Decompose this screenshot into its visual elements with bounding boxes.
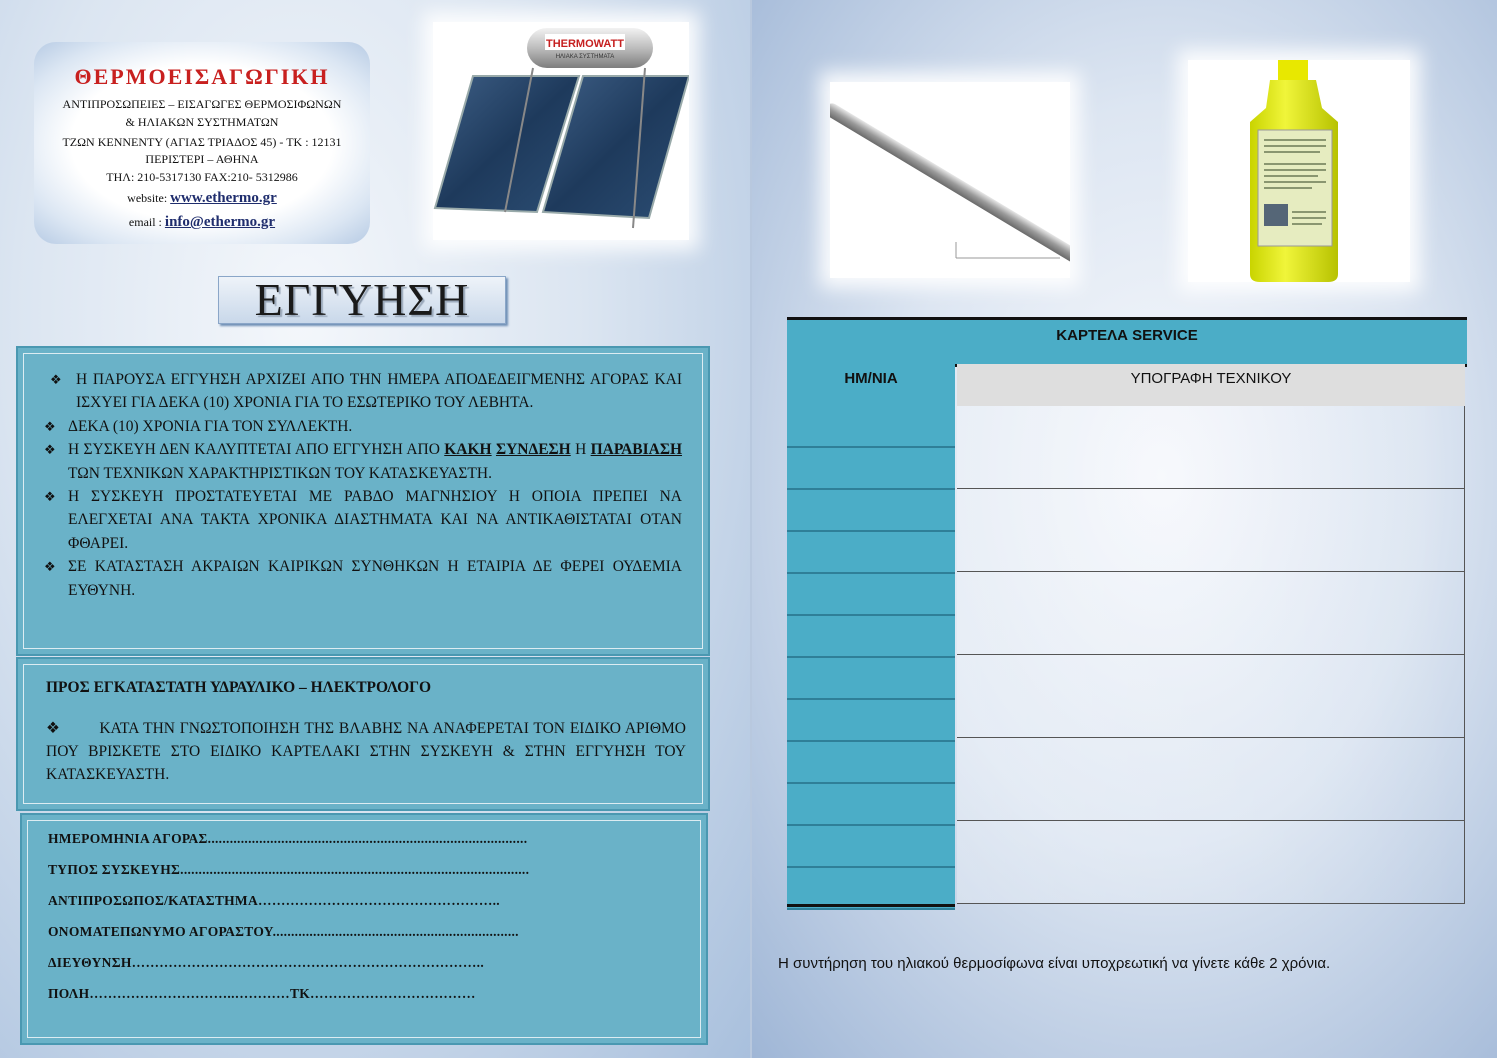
technician-signature-cell[interactable] [957,489,1465,572]
service-date-cell[interactable] [787,406,955,448]
diamond-bullet-icon: ❖ [44,489,56,505]
company-line1: ΑΝΤΙΠΡΟΣΩΠΕΙΕΣ – ΕΙΣΑΓΩΓΕΣ ΘΕΡΜΟΣΙΦΩΝΩΝ [62,97,342,111]
purchase-date-field[interactable]: ΗΜΕΡΟΜΗΝΙΑ ΑΓΟΡΑΣ....................................................................................... [48,831,528,846]
service-date-cell[interactable] [787,574,955,616]
diamond-bullet-icon: ❖ [46,720,100,737]
service-date-cell[interactable] [787,616,955,658]
purchase-details-box [20,813,708,1045]
company-address: ΤΖΩΝ ΚΕΝΝΕΝΤΥ (ΑΓΙΑΣ ΤΡΙΑΔΟΣ 45) - ΤΚ : 12131 [62,135,342,149]
technician-signature-cell[interactable] [957,655,1465,738]
installer-title: ΠΡΟΣ ΕΓΚΑΤΑΣΤΑΤΗ ΥΔΡΑΥΛΙΚΟ – ΗΛΕΚΤΡΟΛΟΓΟ [46,679,432,696]
service-date-cell[interactable] [787,826,955,868]
term-item: ❖ Η ΣΥΣΚΕΥΗ ΔΕΝ ΚΑΛΥΠΤΕΤΑΙ ΑΠΟ ΕΓΓΥΗΣΗ ΑΠΟ ΚΑΚΗ ΣΥΝΔΕΣΗ Η ΠΑΡΑΒΙΑΣΗ ΤΩΝ ΤΕΧΝΙΚΩΝ ΧΑΡΑΚΤΗΡΙΣΤΙΚΩΝ ΤΟΥ ΚΑΤΑΣΚΕΥΑΣΤΗ. [42,438,682,485]
service-date-cell[interactable] [787,490,955,532]
heater-brand-text: THERMOWATT [545,38,625,50]
term-item: ❖ ΣΕ ΚΑΤΑΣΤΑΣΗ ΑΚΡΑΙΩΝ ΚΑΙΡΙΚΩΝ ΣΥΝΘΗΚΩΝ Η ΕΤΑΙΡΙΑ ΔΕ ΦΕΡΕΙ ΟΥΔΕΜΙΑ ΕΥΘΥΝΗ. [42,555,682,602]
device-type-field[interactable]: ΤΥΠΟΣ ΣΥΣΚΕΥΗΣ............................................................................................... [48,862,530,877]
technician-signature-cell[interactable] [957,738,1465,821]
service-date-cell[interactable] [787,448,955,490]
city-postcode-field[interactable]: ΠΟΛΗ…………………………..…………ΤΚ……………………………… [48,986,476,1001]
website-link[interactable]: www.ethermo.gr [170,190,277,206]
address-field[interactable]: ΔΙΕΥΘΥΝΣΗ………………………………………………………………….. [48,955,485,970]
email-link[interactable]: info@ethermo.gr [164,214,276,230]
technician-signature-cell[interactable] [957,821,1465,904]
date-column-header: ΗΜ/ΝΙΑ [787,364,955,406]
company-line2: & ΗΛΙΑΚΩΝ ΣΥΣΤΗΜΑΤΩΝ [125,115,279,129]
page-fold [750,0,752,1058]
term-item: ❖ ΔΕΚΑ (10) ΧΡΟΝΙΑ ΓΙΑ ΤΟΝ ΣΥΛΛΕΚΤΗ. [42,415,682,438]
installer-text: ❖ ΚΑΤΑ ΤΗΝ ΓΝΩΣΤΟΠΟΙΗΣΗ ΤΗΣ ΒΛΑΒΗΣ ΝΑ ΑΝΑΦΕΡΕΤΑΙ ΤΟΝ ΕΙΔΙΚΟ ΑΡΙΘΜΟ ΠΟΥ ΒΡΙΣΚΕΤΕ ΣΤΟ ΕΙΔΙΚΟ ΚΑΡΤΕΛΑΚΙ ΣΤΗΝ ΣΥΣΚΕΥΗ & ΣΤΗΝ ΕΓΓΥΗΣΗ ΤΟΥ ΚΑΤΑΣΚΕΥΑΣΤΗ. [46,720,686,783]
company-name: ΘΕΡΜΟΕΙΣΑΓΩΓΙΚΗ [74,64,330,89]
diamond-bullet-icon: ❖ [44,418,56,434]
service-date-cell[interactable] [787,658,955,700]
term-item: ❖ Η ΣΥΣΚΕΥΗ ΠΡΟΣΤΑΤΕΥΕΤΑΙ ΜΕ ΡΑΒΔΟ ΜΑΓΝΗΣΙΟΥ Η ΟΠΟΙΑ ΠΡΕΠΕΙ ΝΑ ΕΛΕΓΧΕΤΑΙ ΑΝΑ ΤΑΚΤΑ ΧΡΟΝΙΚΑ ΔΙΑΣΤΗΜΑΤΑ ΚΑΙ ΝΑ ΑΝΤΙΚΑΘΙΣΤΑΤΑΙ ΟΤΑΝ ΦΘΑΡΕΙ. [42,485,682,555]
website-row [34,190,370,207]
service-date-cell[interactable] [787,700,955,742]
service-date-cell[interactable] [787,784,955,826]
technician-signature-cell[interactable] [957,572,1465,655]
maintenance-note: Η συντήρηση του ηλιακού θερμοσίφωνα είναι υποχρεωτική να γίνετε κάθε 2 χρόνια. [778,955,1331,972]
service-date-cell[interactable] [787,742,955,784]
company-phone: ΤΗΛ: 210-5317130 FAX:210- 5312986 [106,170,298,184]
warranty-terms-list [42,368,682,602]
magnesium-rod-image [830,82,1070,278]
website-label: website: [127,191,168,205]
diamond-bullet-icon: ❖ [44,442,56,458]
solar-heater-image [433,22,689,240]
table-bottom-rule [787,904,955,907]
diamond-bullet-icon: ❖ [44,559,56,575]
company-city: ΠΕΡΙΣΤΕΡΙ – ΑΘΗΝΑ [145,152,259,166]
heater-sub-text: ΗΛΙΑΚΑ ΣΥΣΤΗΜΑΤΑ [555,54,615,60]
diamond-bullet-icon: ❖ [50,372,62,387]
buyer-name-field[interactable]: ΟΝΟΜΑΤΕΠΩΝΥΜΟ ΑΓΟΡΑΣΤΟΥ................................................................... [48,924,519,939]
service-date-cell[interactable] [787,532,955,574]
warranty-title: ΕΓΓΥΗΣΗ [218,276,506,324]
technician-signature-cell[interactable] [957,406,1465,489]
email-label: email : [128,215,162,229]
installer-notice-box [16,657,710,811]
dealer-field[interactable]: ΑΝΤΙΠΡΟΣΩΠΟΣ/ΚΑΤΑΣΤΗΜΑ…………………………………………….. [48,893,500,908]
signature-column-header: ΥΠΟΓΡΑΦΗ ΤΕΧΝΙΚΟΥ [957,364,1465,406]
email-row [34,214,370,231]
term-item: ❖ Η ΠΑΡΟΥΣΑ ΕΓΓΥΗΣΗ ΑΡΧΙΖΕΙ ΑΠΟ ΤΗΝ ΗΜΕΡΑ ΑΠΟΔΕΔΕΙΓΜΕΝΗΣ ΑΓΟΡΑΣ ΚΑΙ ΙΣΧΥΕΙ ΓΙΑ ΔΕΚΑ (10) ΧΡΟΝΙΑ ΓΙΑ ΤΟ ΕΣΩΤΕΡΙΚΟ ΤΟΥ ΛΕΒΗΤΑ. [42,368,682,415]
antifreeze-bottle-image [1188,60,1410,282]
warranty-terms-box [16,346,710,656]
service-card-title: ΚΑΡΤΕΛΑ SERVICE [787,317,1467,367]
company-info [34,42,370,244]
